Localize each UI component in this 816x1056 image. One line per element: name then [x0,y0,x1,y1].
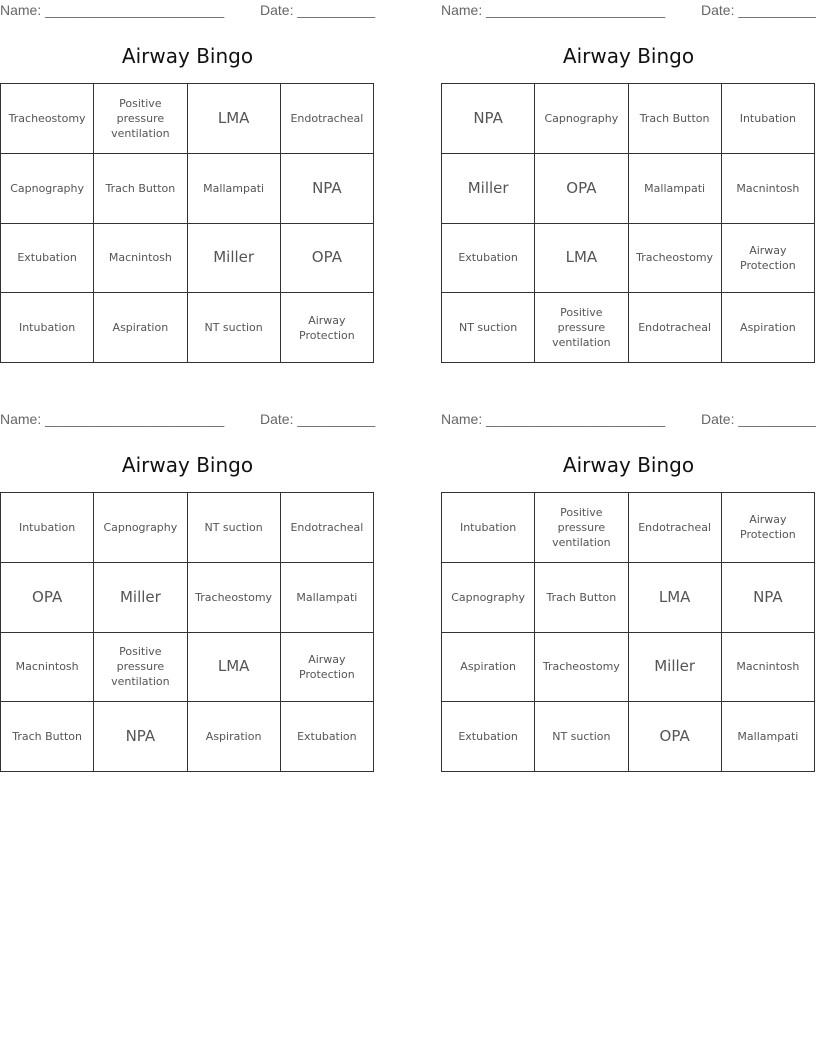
bingo-cell: Extubation [442,702,535,772]
bingo-cell: LMA [629,563,722,633]
bingo-cell: Capnography [94,493,187,563]
bingo-cell: Miller [442,154,535,224]
bingo-grid [0,83,374,363]
bingo-cell: Trach Button [1,702,94,772]
bingo-cell: OPA [1,563,94,633]
bingo-grid [0,492,374,772]
date-line: Date: __________ [701,411,816,427]
bingo-cell: Aspiration [94,293,187,363]
card-title: Airway Bingo [562,453,695,477]
bingo-cell: Miller [94,563,187,633]
bingo-cell: LMA [535,224,628,294]
card-header [441,411,816,429]
card-header [441,2,816,20]
bingo-cell: NT suction [188,493,281,563]
bingo-cell: Airway Protection [722,224,815,294]
card-title: Airway Bingo [121,453,254,477]
bingo-cell: Endotracheal [281,84,374,154]
date-line: Date: __________ [701,2,816,18]
bingo-cell: NT suction [188,293,281,363]
bingo-cell: Trach Button [629,84,722,154]
bingo-cell: Airway Protection [722,493,815,563]
bingo-cell: Intubation [1,293,94,363]
bingo-cell: Tracheostomy [1,84,94,154]
bingo-cell: Macnintosh [1,633,94,703]
bingo-cell: Capnography [535,84,628,154]
bingo-cell: Airway Protection [281,633,374,703]
bingo-card-1 [0,0,376,342]
name-line: Name: _______________________ [0,411,225,427]
bingo-cell: Mallampati [188,154,281,224]
bingo-cell: Airway Protection [281,293,374,363]
bingo-cell: NPA [442,84,535,154]
name-line: Name: _______________________ [0,2,225,18]
bingo-cell: Aspiration [722,293,815,363]
bingo-cell: Intubation [442,493,535,563]
bingo-grid [441,492,815,772]
bingo-cell: Endotracheal [629,293,722,363]
bingo-cell: Trach Button [94,154,187,224]
bingo-cell: Mallampati [629,154,722,224]
bingo-card-4 [441,409,816,746]
bingo-cell: Miller [188,224,281,294]
bingo-card-3 [0,409,376,746]
bingo-cell: Miller [629,633,722,703]
bingo-cell: Trach Button [535,563,628,633]
bingo-cell: NPA [94,702,187,772]
bingo-cell: OPA [535,154,628,224]
bingo-cell: Tracheostomy [535,633,628,703]
card-header [0,2,375,20]
card-title: Airway Bingo [121,44,254,68]
bingo-cell: Macnintosh [722,633,815,703]
bingo-cell: Tracheostomy [629,224,722,294]
bingo-cell: NPA [281,154,374,224]
date-line: Date: __________ [260,411,376,427]
card-title: Airway Bingo [562,44,695,68]
card-header [0,411,375,429]
bingo-cell: Endotracheal [281,493,374,563]
bingo-cell: Macnintosh [94,224,187,294]
bingo-cell: NPA [722,563,815,633]
bingo-cell: LMA [188,633,281,703]
bingo-cell: Mallampati [281,563,374,633]
bingo-cell: Macnintosh [722,154,815,224]
bingo-cell: OPA [629,702,722,772]
name-line: Name: _______________________ [441,411,666,427]
name-line: Name: _______________________ [441,2,666,18]
bingo-cell: Extubation [442,224,535,294]
bingo-cell: Positive pressure ventilation [535,493,628,563]
bingo-cell: NT suction [442,293,535,363]
bingo-cell: Aspiration [442,633,535,703]
bingo-cell: Extubation [281,702,374,772]
bingo-cell: OPA [281,224,374,294]
bingo-grid [441,83,815,363]
bingo-cell: Intubation [1,493,94,563]
date-line: Date: __________ [260,2,376,18]
bingo-cell: Intubation [722,84,815,154]
bingo-cell: NT suction [535,702,628,772]
bingo-cell: LMA [188,84,281,154]
bingo-cell: Tracheostomy [188,563,281,633]
bingo-cell: Aspiration [188,702,281,772]
bingo-cell: Capnography [442,563,535,633]
bingo-cell: Extubation [1,224,94,294]
bingo-cell: Positive pressure ventilation [94,84,187,154]
bingo-cell: Mallampati [722,702,815,772]
bingo-cell: Endotracheal [629,493,722,563]
bingo-cell: Positive pressure ventilation [94,633,187,703]
bingo-cell: Capnography [1,154,94,224]
bingo-cell: Positive pressure ventilation [535,293,628,363]
bingo-card-2 [441,0,816,350]
